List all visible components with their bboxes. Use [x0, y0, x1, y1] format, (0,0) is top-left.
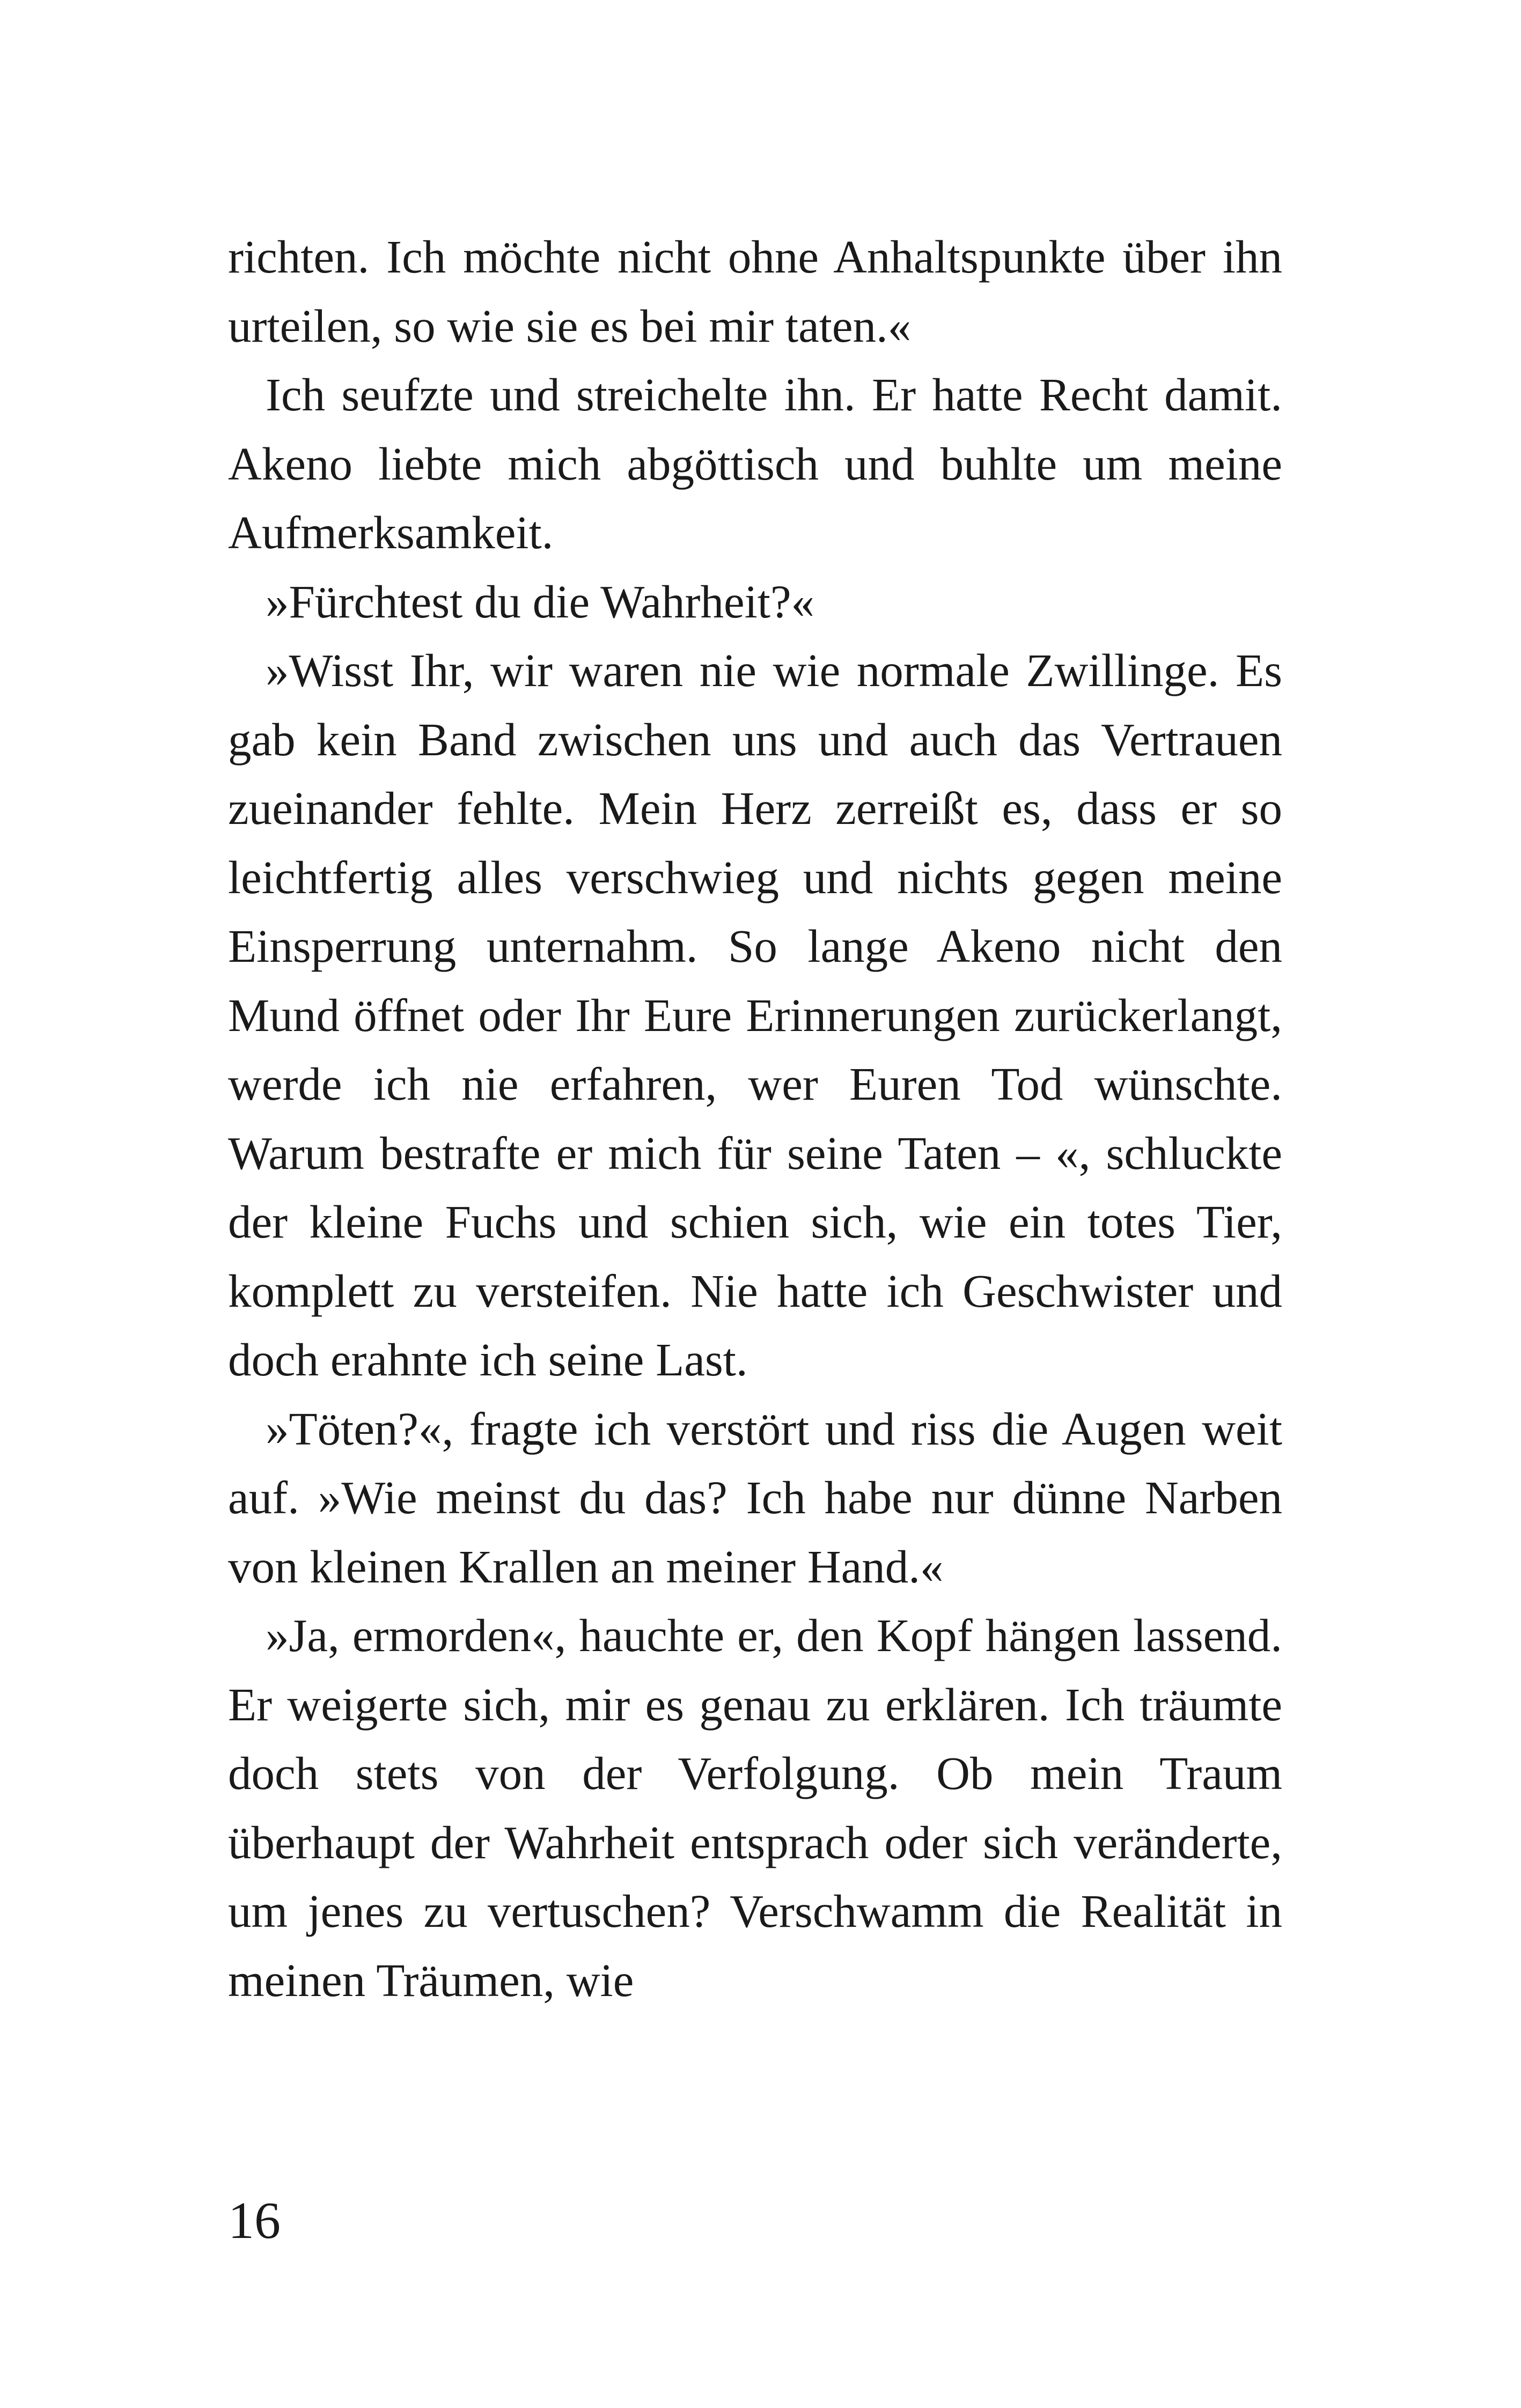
page-number: 16 [228, 2192, 281, 2250]
paragraph-4: »Wisst Ihr, wir waren nie wie normale Zwillinge. Es gab kein Band zwischen uns und auch das Vertrauen zueinander fehlte. Mein Herz zerreißt es, dass er so leichtfertig alles verschwieg und nichts gegen meine Einsperrung unternahm. So lange Akeno nicht den Mund öffnet oder Ihr Eure Erinnerungen zurückerlangt, werde ich nie erfahren, wer Euren Tod wünschte. Warum bestrafte er mich für seine Taten – «, schluckte der kleine Fuchs und schien sich, wie ein totes Tier, komplett zu versteifen. Nie hatte ich Geschwister und doch erahnte ich seine Last. [228, 644, 1282, 1386]
paragraph-2: Ich seufzte und streichelte ihn. Er hatte Recht damit. Akeno liebte mich abgöttisch und buhlte um meine Aufmerksamkeit. [228, 369, 1282, 558]
paragraph-1: richten. Ich möchte nicht ohne Anhaltspunkte über ihn urteilen, so wie sie es bei mir taten.« [228, 231, 1282, 352]
paragraph-5: »Töten?«, fragte ich verstört und riss die Augen weit auf. »Wie meinst du das? Ich habe nur dünne Narben von kleinen Krallen an meiner Hand.« [228, 1402, 1282, 1593]
paragraph-6: »Ja, ermorden«, hauchte er, den Kopf hängen lassend. Er weigerte sich, mir es genau zu erklären. Ich träumte doch stets von der Verfolgung. Ob mein Traum überhaupt der Wahrheit entsprach oder sich veränderte, um jenes zu vertuschen? Verschwamm die Realität in meinen Träumen, wie [228, 1609, 1282, 2006]
body-text [228, 223, 1282, 2015]
paragraph-3: »Fürchtest du die Wahrheit?« [266, 575, 815, 628]
